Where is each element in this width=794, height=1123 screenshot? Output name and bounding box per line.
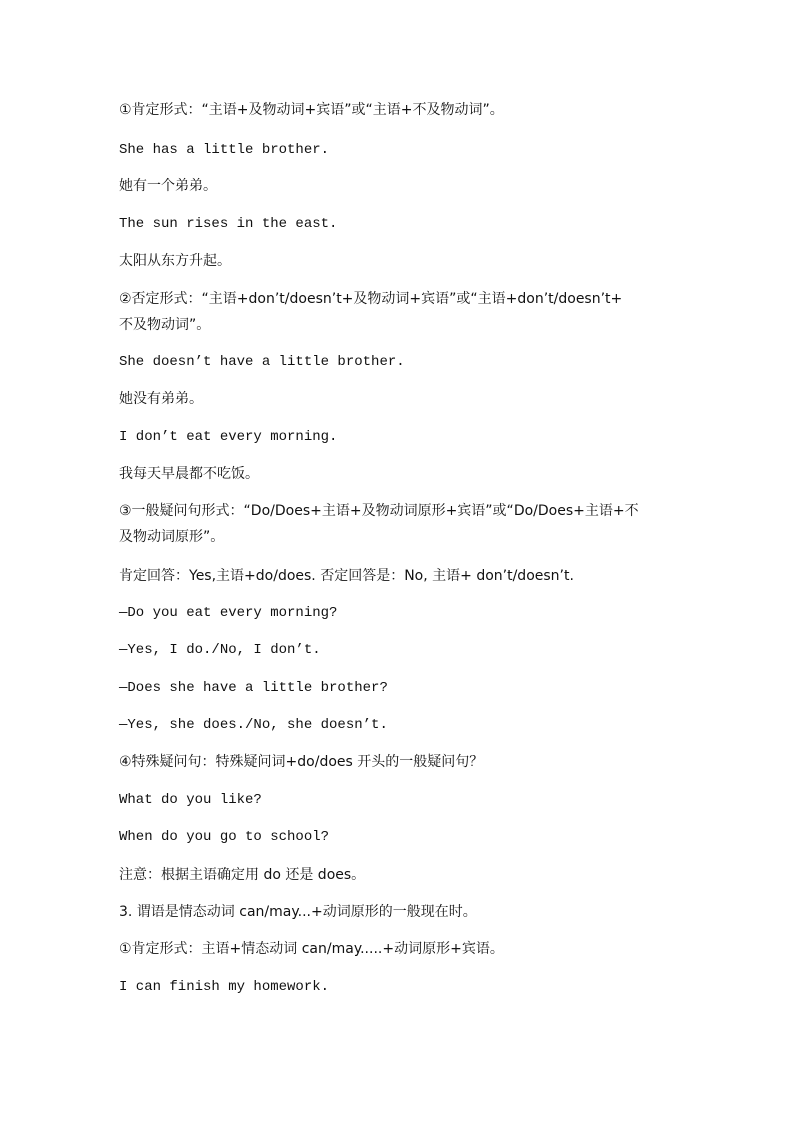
example-sentence: The sun rises in the east. [119, 216, 338, 232]
example-translation: 太阳从东方升起。 [119, 253, 231, 269]
general-question-form-heading: ③一般疑问句形式：“Do/Does+主语+及物动词原形+宾语”或“Do/Does+主语+不 [119, 503, 639, 519]
example-translation: 她有一个弟弟。 [119, 178, 217, 194]
modal-affirmative-heading: ①肯定形式：主语+情态动词 can/may.....+动词原形+宾语。 [119, 941, 504, 957]
note-line: 注意：根据主语确定用 do 还是 does。 [119, 867, 366, 883]
example-sentence: When do you go to school? [119, 829, 330, 845]
special-question-heading: ④特殊疑问句：特殊疑问词+do/does 开头的一般疑问句？ [119, 754, 484, 770]
dialogue-line: —Yes, I do./No, I don’t. [119, 642, 321, 658]
example-sentence: I can finish my homework. [119, 979, 330, 995]
example-sentence: She has a little brother. [119, 142, 330, 158]
example-translation: 她没有弟弟。 [119, 391, 203, 407]
dialogue-line: —Do you eat every morning? [119, 605, 338, 621]
section-3-heading: 3. 谓语是情态动词 can/may...+动词原形的一般现在时。 [119, 904, 477, 920]
answer-forms: 肯定回答：Yes,主语+do/does. 否定回答是：No, 主语+ don’t/doesn’t. [119, 568, 574, 584]
dialogue-line: —Yes, she does./No, she doesn’t. [119, 717, 388, 733]
example-sentence: What do you like? [119, 792, 262, 808]
affirmative-form-heading: ①肯定形式：“主语+及物动词+宾语”或“主语+不及物动词”。 [119, 102, 504, 118]
negative-form-heading-continued: 不及物动词”。 [119, 317, 211, 333]
example-sentence: I don’t eat every morning. [119, 429, 338, 445]
example-sentence: She doesn’t have a little brother. [119, 354, 405, 370]
general-question-form-heading-continued: 及物动词原形”。 [119, 529, 225, 545]
negative-form-heading: ②否定形式：“主语+don’t/doesn’t+及物动词+宾语”或“主语+don’t/doesn’t+ [119, 291, 623, 307]
example-translation: 我每天早晨都不吃饭。 [119, 466, 259, 482]
dialogue-line: —Does she have a little brother? [119, 680, 388, 696]
